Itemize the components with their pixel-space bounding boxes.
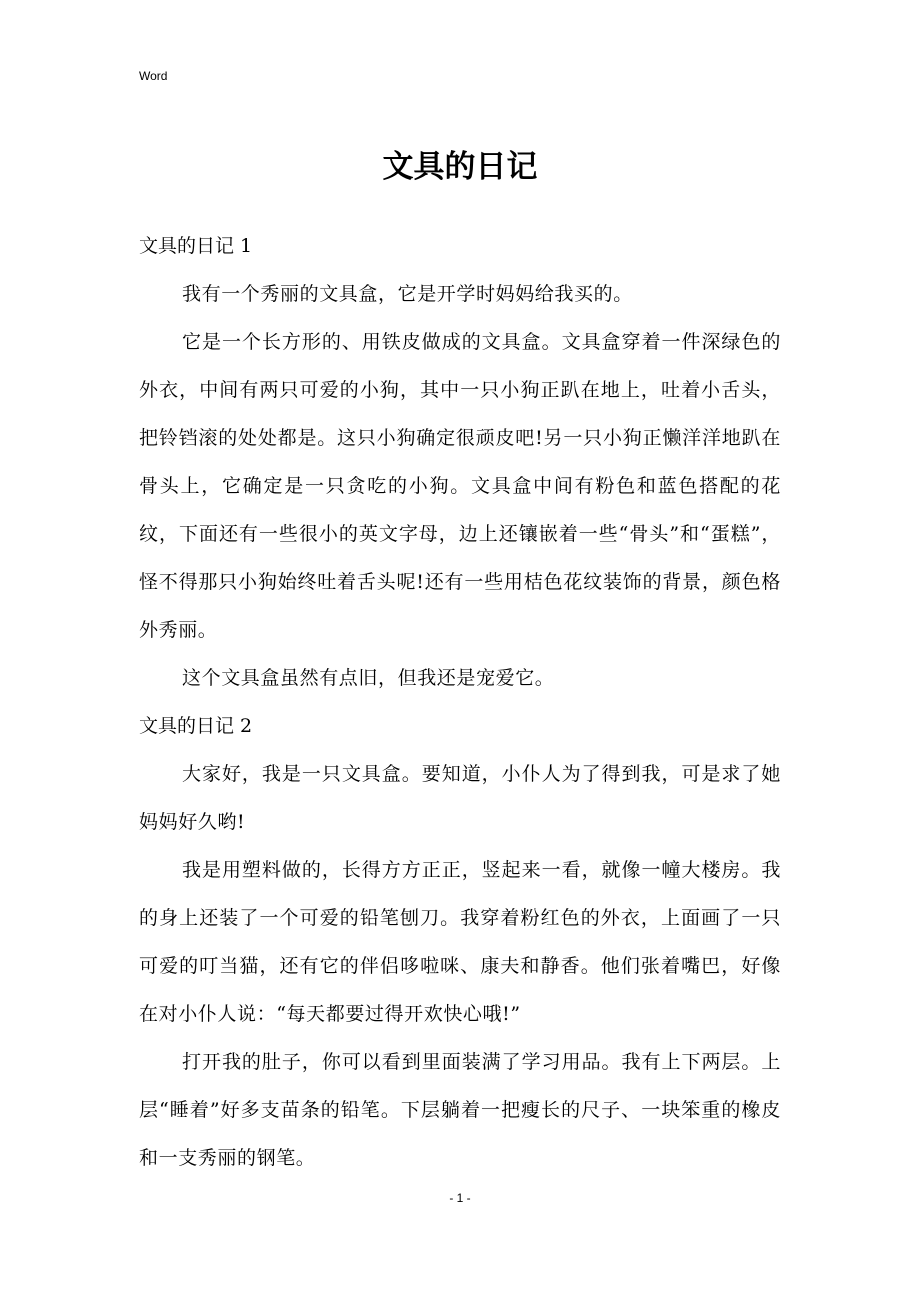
section-heading: 文具的日记 1 xyxy=(139,235,253,257)
paragraph: 我有一个秀丽的文具盒，它是开学时妈妈给我买的。 xyxy=(182,283,633,305)
header-label: Word xyxy=(139,69,168,83)
document-body xyxy=(139,222,781,1182)
document-title: 文具的日记 xyxy=(382,149,538,185)
section-1 xyxy=(139,222,781,702)
paragraph: 这个文具盒虽然有点旧，但我还是宠爱它。 xyxy=(182,667,555,689)
page-number: - 1 - xyxy=(449,1191,471,1205)
paragraph: 大家好，我是一只文具盒。要知道，小仆人为了得到我，可是求了她妈妈好久哟! xyxy=(139,763,781,833)
paragraph: 它是一个长方形的、用铁皮做成的文具盒。文具盒穿着一件深绿色的外衣，中间有两只可爱的小狗，其中一只小狗正趴在地上，吐着小舌头，把铃铛滚的处处都是。这只小狗确定很顽皮吧!另一只小狗正懒洋洋地趴在骨头上，它确定是一只贪吃的小狗。文具盒中间有粉色和蓝色搭配的花纹，下面还有一些很小的英文字母，边上还镶嵌着一些“骨头”和“蛋糕”，怪不得那只小狗始终吐着舌头呢!还有一些用桔色花纹装饰的背景，颜色格外秀丽。 xyxy=(139,331,781,641)
paragraph: 打开我的肚子，你可以看到里面装满了学习用品。我有上下两层。上层“睡着”好多支苗条的铅笔。下层躺着一把瘦长的尺子、一块笨重的橡皮和一支秀丽的钢笔。 xyxy=(139,1051,781,1169)
paragraph: 我是用塑料做的，长得方方正正，竖起来一看，就像一幢大楼房。我的身上还装了一个可爱的铅笔刨刀。我穿着粉红色的外衣，上面画了一只可爱的叮当猫，还有它的伴侣哆啦咪、康夫和静香。他们张着嘴巴，好像在对小仆人说：“每天都要过得开欢快心哦!” xyxy=(139,859,781,1025)
section-2 xyxy=(139,702,781,1182)
section-heading: 文具的日记 2 xyxy=(139,715,253,737)
